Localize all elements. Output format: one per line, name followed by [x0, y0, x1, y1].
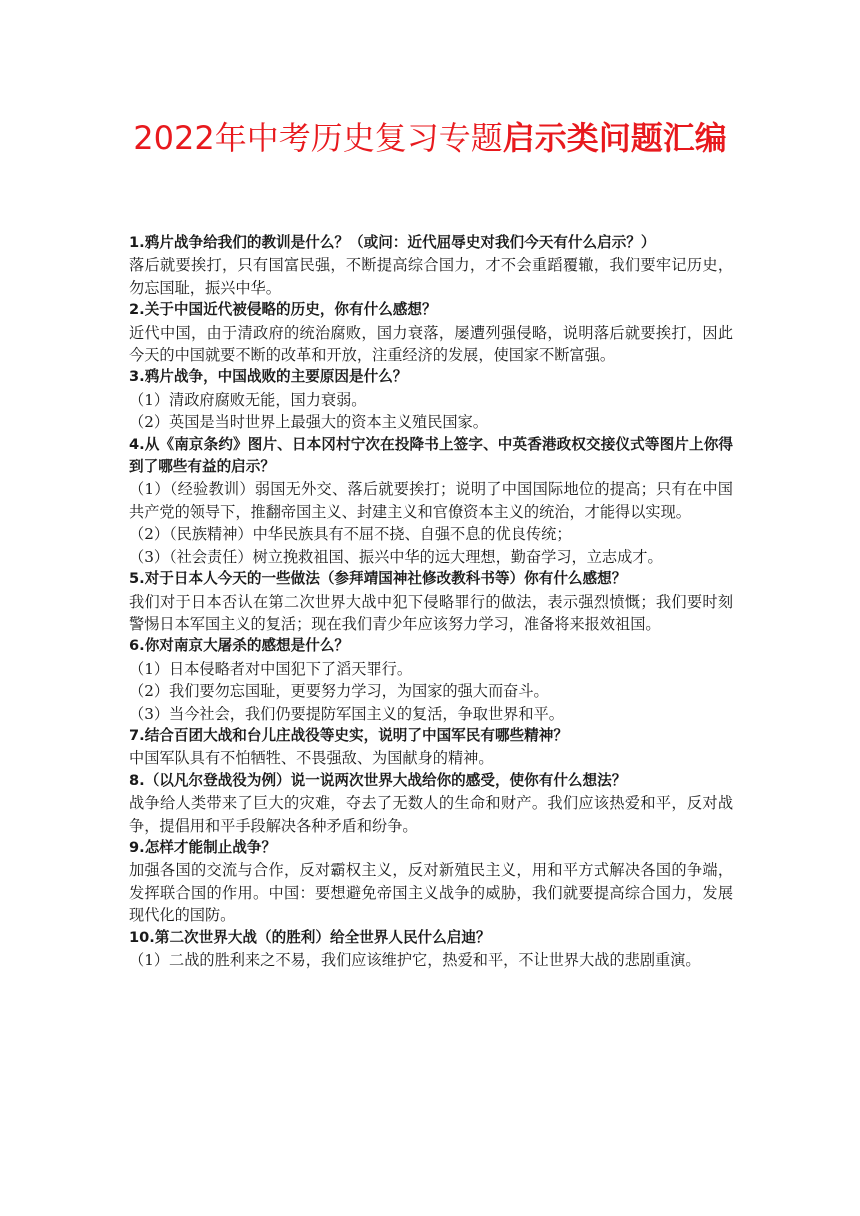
answer-paragraph: （1）（经验教训）弱国无外交、落后就要挨打；说明了中国国际地位的提高；只有在中国共产党的领导下，推翻帝国主义、封建主义和官僚资本主义的统治，才能得以实现。: [129, 480, 733, 521]
question-heading: 8.（以凡尔登战役为例）说一说两次世界大战给你的感受，使你有什么想法？: [129, 771, 627, 789]
question-heading: 3.鸦片战争，中国战败的主要原因是什么？: [129, 368, 408, 386]
question-heading: 1.鸦片战争给我们的教训是什么？（或问：近代屈辱史对我们今天有什么启示？）: [129, 234, 656, 251]
answer-paragraph: 近代中国，由于清政府的统治腐败，国力衰落，屡遭列强侵略，说明落后就要挨打，因此今天的中国就要不断的改革和开放，注重经济的发展，使国家不断富强。: [129, 323, 733, 365]
question-heading: 7.结合百团大战和台儿庄战役等史实，说明了中国军民有哪些精神？: [129, 726, 568, 744]
document-body: [129, 232, 733, 971]
answer-paragraph: （2）我们要勿忘国耻，更要努力学习，为国家的强大而奋斗。: [129, 682, 549, 701]
answer-paragraph: 战争给人类带来了巨大的灾难，夺去了无数人的生命和财产。我们应该热爱和平，反对战争，提倡用和平手段解决各种矛盾和纷争。: [129, 794, 733, 835]
title-normal: 2022年中考历史复习专题: [133, 119, 503, 157]
answer-paragraph: （1）清政府腐败无能，国力衰弱。: [129, 390, 367, 409]
question-heading: 6.你对南京大屠杀的感想是什么？: [129, 637, 350, 655]
question-heading: 4.从《南京条约》图片、日本冈村宁次在投降书上签字、中英香港政权交接仪式等图片上你得到了哪些有益的启示？: [129, 435, 733, 476]
title-bold: 启示类问题汇编: [502, 119, 727, 157]
question-heading: 9.怎样才能制止战争？: [129, 838, 277, 856]
question-heading: 2.关于中国近代被侵略的历史，你有什么感想？: [129, 301, 437, 319]
answer-paragraph: 落后就要挨打，只有国富民强，不断提高综合国力，才不会重蹈覆辙，我们要牢记历史，勿忘国耻，振兴中华。: [129, 256, 733, 297]
question-heading: 10.第二次世界大战（的胜利）给全世界人民什么启迪？: [129, 928, 491, 946]
answer-paragraph: （1）二战的胜利来之不易，我们应该维护它，热爱和平，不让世界大战的悲剧重演。: [129, 951, 701, 969]
answer-paragraph: （2）英国是当时世界上最强大的资本主义殖民国家。: [129, 413, 488, 432]
question-heading: 5.对于日本人今天的一些做法（参拜靖国神社修改教科书等）你有什么感想？: [129, 570, 627, 588]
document-title: [0, 118, 860, 158]
answer-paragraph: （1）日本侵略者对中国犯下了滔天罪行。: [129, 659, 413, 678]
answer-paragraph: 我们对于日本否认在第二次世界大战中犯下侵略罪行的做法，表示强烈愤慨；我们要时刻警惕日本军国主义的复活；现在我们青少年应该努力学习，准备将来报效祖国。: [129, 592, 733, 633]
answer-paragraph: 加强各国的交流与合作，反对霸权主义，反对新殖民主义，用和平方式解决各国的争端，发挥联合国的作用。中国：要想避免帝国主义战争的威胁，我们就要提高综合国力，发展现代化的国防。: [129, 861, 733, 925]
answer-paragraph: （3）（社会责任）树立挽救祖国、振兴中华的远大理想，勤奋学习，立志成才。: [129, 547, 663, 566]
answer-paragraph: （3）当今社会，我们仍要提防军国主义的复活，争取世界和平。: [129, 704, 564, 723]
answer-paragraph: （2）（民族精神）中华民族具有不屈不挠、自强不息的优良传统；: [129, 525, 572, 544]
answer-paragraph: 中国军队具有不怕牺牲、不畏强敌、为国献身的精神。: [129, 749, 494, 768]
